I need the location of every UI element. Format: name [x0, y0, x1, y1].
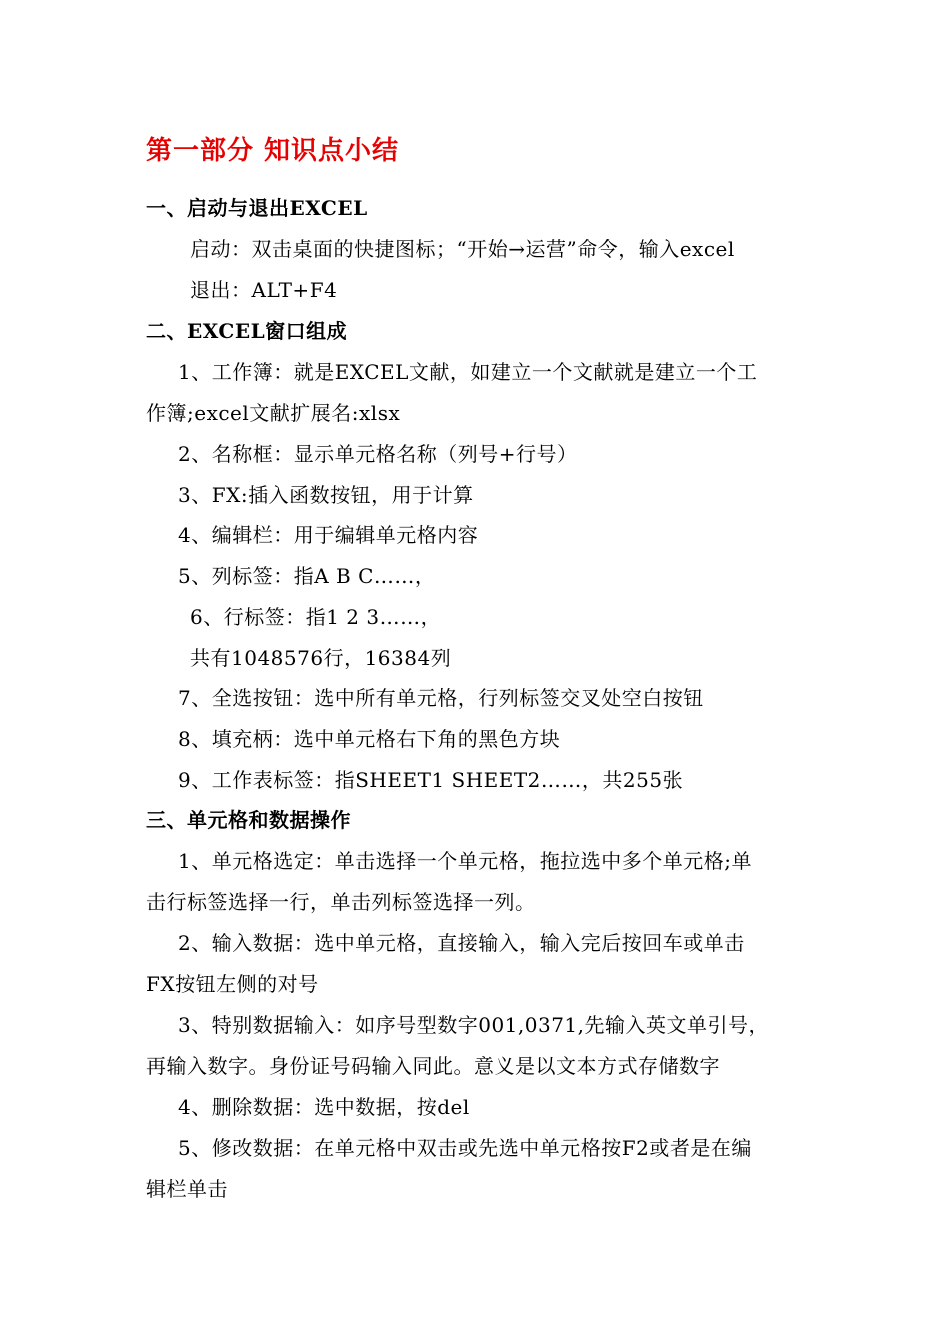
- text-line: 1、单元格选定：单击选择一个单元格，拖拉选中多个单元格;单: [178, 849, 752, 873]
- text-line: 3、FX:插入函数按钮，用于计算: [178, 483, 474, 507]
- text-line: 2、输入数据：选中单元格，直接输入，输入完后按回车或单击: [178, 931, 745, 955]
- text-line: 2、名称框：显示单元格名称（列号+行号）: [178, 442, 578, 466]
- text-line: 再输入数字。身份证号码输入同此。意义是以文本方式存储数字: [146, 1054, 720, 1078]
- page-title: 第一部分 知识点小结: [146, 136, 400, 166]
- text-line: 3、特别数据输入：如序号型数字001,0371,先输入英文单引号，: [178, 1013, 770, 1037]
- section-heading-1: 一、启动与退出EXCEL: [146, 196, 368, 220]
- text-line: 5、列标签：指A B C……，: [178, 564, 436, 588]
- text-line: 启动：双击桌面的快捷图标；“开始→运营”命令，输入excel: [190, 237, 735, 261]
- text-line: 退出：ALT+F4: [190, 278, 338, 302]
- section-heading-3: 三、单元格和数据操作: [146, 808, 351, 832]
- text-line: 作簿;excel文献扩展名:xlsx: [146, 401, 401, 425]
- section-heading-2: 二、EXCEL窗口组成: [146, 319, 348, 343]
- text-line: 7、全选按钮：选中所有单元格，行列标签交叉处空白按钮: [178, 686, 704, 710]
- text-line: 5、修改数据：在单元格中双击或先选中单元格按F2或者是在编: [178, 1136, 752, 1160]
- text-line: 4、删除数据：选中数据，按del: [178, 1095, 470, 1119]
- text-line: 6、行标签：指1 2 3……，: [190, 605, 442, 629]
- text-line: 辑栏单击: [146, 1177, 228, 1201]
- text-line: 9、工作表标签：指SHEET1 SHEET2……，共255张: [178, 768, 684, 792]
- text-line: 8、填充柄：选中单元格右下角的黑色方块: [178, 727, 561, 751]
- text-line: 1、工作簿：就是EXCEL文献，如建立一个文献就是建立一个工: [178, 360, 758, 384]
- text-line: 4、编辑栏：用于编辑单元格内容: [178, 523, 479, 547]
- text-line: FX按钮左侧的对号: [146, 972, 319, 996]
- text-line: 共有1048576行，16384列: [190, 646, 452, 670]
- text-line: 击行标签选择一行，单击列标签选择一列。: [146, 890, 536, 914]
